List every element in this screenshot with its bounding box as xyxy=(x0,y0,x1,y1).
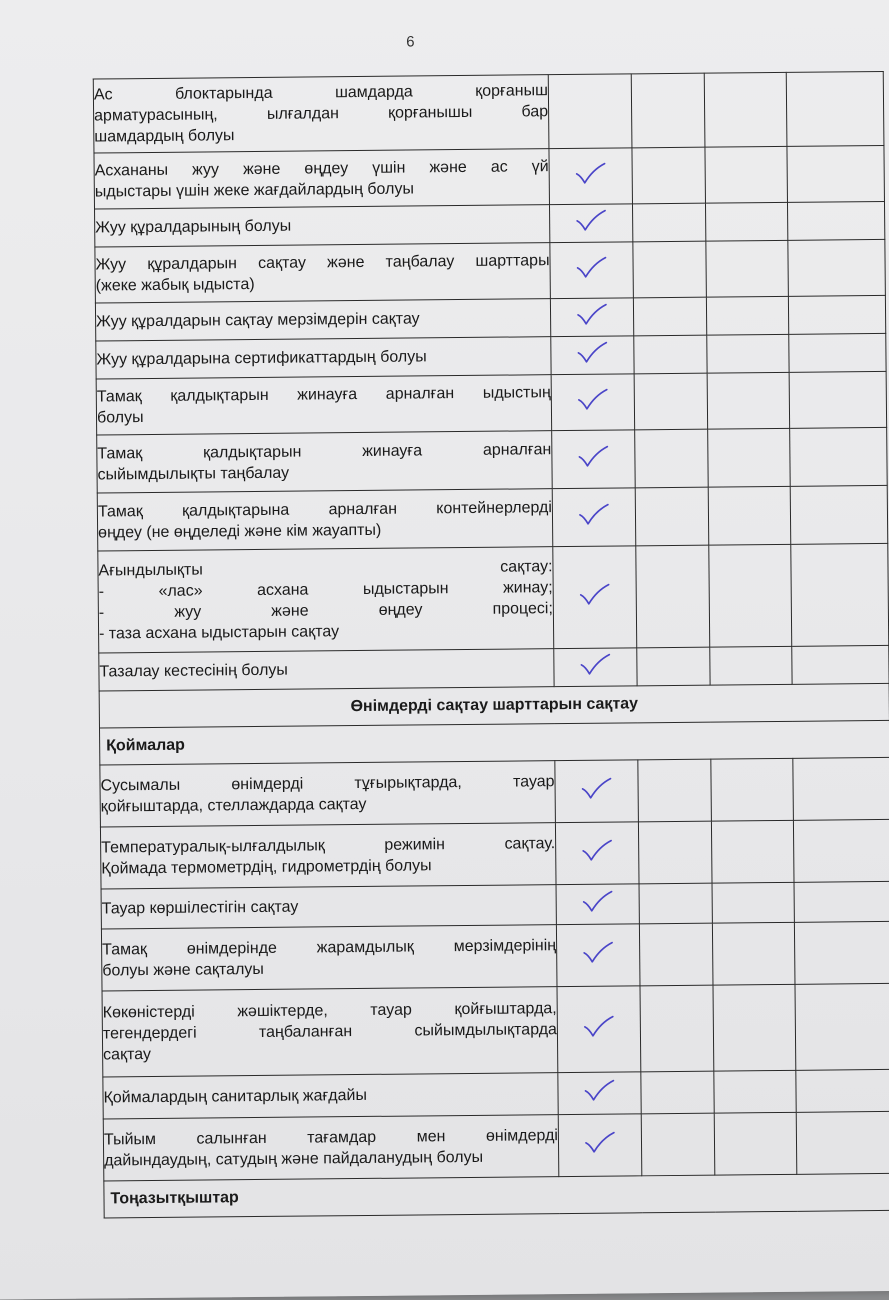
checkmark-icon xyxy=(582,1078,616,1104)
criterion-line: Тамақ өнімдерінде жарамдылық мерзімдерінің xyxy=(102,936,557,958)
criterion-line: Температуралық-ылғалдылық режимін сақтау. xyxy=(101,834,556,856)
empty-cell xyxy=(789,333,886,372)
page-number: 6 xyxy=(406,33,415,51)
table-row xyxy=(100,757,889,827)
criterion-text xyxy=(103,1115,559,1181)
criterion-line: Тамақ қалдықтарына арналған контейнерлерді xyxy=(97,498,552,521)
compliance-cell xyxy=(552,488,636,547)
compliance-cell xyxy=(548,74,632,149)
empty-cell xyxy=(789,371,887,428)
empty-cell xyxy=(787,201,884,240)
criterion-text xyxy=(93,75,549,153)
criterion-line: Сусымалы өнімдерді тұғырықтарда, тауар xyxy=(100,772,555,794)
empty-cell xyxy=(641,1113,715,1176)
compliance-cell xyxy=(552,430,636,489)
empty-cell xyxy=(708,428,791,487)
criterion-line: қойғыштарда, стеллаждарда сақтау xyxy=(100,795,367,815)
checkmark-icon xyxy=(577,502,611,528)
compliance-cell xyxy=(551,374,635,431)
criterion-line: Жуу құралдарын сақтау және таңбалау шарттары xyxy=(95,251,550,274)
criterion-line: болуы және сақталуы xyxy=(102,960,264,979)
compliance-cell xyxy=(555,822,639,885)
checklist-body xyxy=(93,71,889,1218)
criterion-line: Тауар көршілестігін сақтау xyxy=(101,898,299,918)
empty-cell xyxy=(638,759,712,822)
table-row xyxy=(102,983,889,1077)
empty-cell xyxy=(704,72,787,147)
criterion-line: Асхананы жуу және өңдеу үшін және ас үй xyxy=(94,157,549,180)
criterion-line: - жуу және өңдеу процесі; xyxy=(98,599,553,622)
criterion-text xyxy=(102,987,558,1077)
empty-cell xyxy=(706,296,788,335)
empty-cell xyxy=(635,429,709,488)
empty-cell xyxy=(708,486,791,545)
checkmark-icon xyxy=(578,582,612,608)
empty-cell xyxy=(712,922,795,985)
criterion-line: сақтау xyxy=(103,1046,151,1064)
criterion-line: Көкөністерді жәшіктерде, тауар қойғыштарда, xyxy=(102,1000,557,1022)
criterion-line: Тамақ қалдықтарын жинауға арналған ыдыстың xyxy=(96,383,551,406)
compliance-cell xyxy=(557,986,641,1073)
checkmark-icon xyxy=(583,1130,617,1156)
empty-cell xyxy=(706,240,789,297)
empty-cell xyxy=(707,372,790,429)
checkmark-icon xyxy=(575,340,609,366)
empty-cell xyxy=(632,147,706,204)
criterion-line: Тамақ қалдықтарын жинауға арналған xyxy=(97,440,552,463)
criterion-text xyxy=(97,489,553,551)
empty-cell xyxy=(635,487,709,546)
criterion-text xyxy=(101,885,556,929)
empty-cell xyxy=(639,883,712,924)
criterion-text xyxy=(97,431,553,493)
empty-cell xyxy=(631,73,705,148)
empty-cell xyxy=(710,646,792,685)
empty-cell xyxy=(793,819,889,882)
criterion-line: шамдардың болуы xyxy=(94,127,235,146)
checkmark-icon xyxy=(574,255,608,281)
compliance-cell xyxy=(558,1114,642,1177)
criterion-line: сыйымдылықты таңбалау xyxy=(97,464,290,484)
empty-cell xyxy=(794,881,889,922)
table-row xyxy=(100,819,889,889)
checkmark-icon xyxy=(576,387,610,413)
checkmark-icon xyxy=(576,444,610,470)
checkmark-icon xyxy=(582,1014,616,1040)
table-row xyxy=(101,921,889,991)
criterion-text xyxy=(94,149,550,209)
empty-cell xyxy=(705,146,788,203)
compliance-cell xyxy=(551,336,634,375)
criterion-line: Жуу құралдарын сақтау мерзімдерін сақтау xyxy=(96,310,420,331)
checkmark-icon xyxy=(574,161,608,187)
checkmark-icon xyxy=(580,838,614,864)
section-title: Өнімдерді сақтау шарттарын сақтау xyxy=(99,683,889,728)
criterion-line: тегендердегі таңбаланған сыйымдылықтарда xyxy=(102,1021,557,1043)
compliance-cell xyxy=(550,298,633,337)
empty-cell xyxy=(711,758,794,821)
criterion-line: Қоймалардың санитарлық жағдайы xyxy=(103,1086,368,1107)
subsection-header-row xyxy=(104,1173,889,1218)
empty-cell xyxy=(633,297,706,336)
empty-cell xyxy=(712,882,794,923)
criterion-line: Тыйым салынған тағамдар мен өнімдерді xyxy=(103,1126,559,1148)
empty-cell xyxy=(793,757,889,820)
criterion-line: дайындаудың, сатудың және пайдаланудың болуы xyxy=(104,1148,484,1169)
table-row xyxy=(95,239,886,303)
empty-cell xyxy=(714,1070,796,1113)
compliance-cell xyxy=(556,924,640,987)
criterion-line: - «лас» асхана ыдыстарын жинау; xyxy=(98,578,553,601)
table-row xyxy=(103,1069,889,1119)
empty-cell xyxy=(640,985,714,1072)
criterion-line: Ағындылықты сақтау: xyxy=(98,557,553,580)
empty-cell xyxy=(790,485,888,544)
empty-cell xyxy=(711,820,794,883)
empty-cell xyxy=(637,647,710,686)
criterion-text xyxy=(96,375,552,435)
empty-cell xyxy=(707,334,789,373)
table-row xyxy=(98,543,889,653)
empty-cell xyxy=(795,983,889,1070)
empty-cell xyxy=(709,544,792,647)
empty-cell xyxy=(632,203,705,242)
checkmark-icon xyxy=(581,940,615,966)
criterion-line: Қоймада термометрдің, гидрометрдің болуы xyxy=(101,856,432,877)
table-row xyxy=(103,1111,889,1181)
compliance-cell xyxy=(550,242,634,299)
empty-cell xyxy=(714,1112,797,1175)
empty-cell xyxy=(794,921,889,984)
criterion-text xyxy=(103,1073,558,1119)
empty-cell xyxy=(713,984,796,1071)
table-row xyxy=(96,371,887,435)
criterion-text xyxy=(95,243,551,303)
criterion-line: Жуу құралдарына сертификаттардың болуы xyxy=(96,348,427,369)
criterion-text xyxy=(100,823,556,889)
subsection-title: Қоймалар xyxy=(99,720,889,765)
empty-cell xyxy=(638,821,712,884)
compliance-cell xyxy=(554,648,637,687)
table-row xyxy=(94,145,885,209)
empty-cell xyxy=(792,645,889,684)
empty-cell xyxy=(787,145,885,202)
criterion-text xyxy=(95,299,550,341)
empty-cell xyxy=(639,923,713,986)
empty-cell xyxy=(641,1071,714,1114)
compliance-cell xyxy=(555,760,639,823)
empty-cell xyxy=(634,335,707,374)
subsection-title: Тоңазытқыштар xyxy=(104,1173,889,1218)
empty-cell xyxy=(786,71,884,146)
checkmark-icon xyxy=(575,302,609,328)
criterion-line: арматурасының, ылғалдан қорғанышы бар xyxy=(94,103,549,125)
empty-cell xyxy=(633,241,707,298)
criterion-line: - таза асхана ыдыстарын сақтау xyxy=(99,622,340,643)
checkmark-icon xyxy=(578,652,612,678)
empty-cell xyxy=(705,202,787,241)
criterion-text xyxy=(101,925,557,991)
empty-cell xyxy=(788,295,885,334)
checkmark-icon xyxy=(581,889,615,915)
criterion-line: ыдыстары үшін жеке жағдайлардың болуы xyxy=(94,179,414,201)
compliance-cell xyxy=(553,546,637,649)
empty-cell xyxy=(788,239,886,296)
checkmark-icon xyxy=(574,208,608,234)
table-row xyxy=(97,485,888,551)
empty-cell xyxy=(791,543,889,646)
criterion-line: өңдеу (не өңделеді және кім жауапты) xyxy=(98,521,382,542)
criterion-line: Ас блоктарында шамдарда қорғаныш xyxy=(93,82,548,104)
criterion-text xyxy=(99,649,554,691)
criterion-text xyxy=(100,761,556,827)
compliance-cell xyxy=(549,204,632,243)
criterion-line: (жеке жабық ыдыста) xyxy=(95,275,255,295)
compliance-cell xyxy=(549,148,633,205)
empty-cell xyxy=(796,1069,889,1112)
table-row xyxy=(93,71,884,153)
empty-cell xyxy=(636,545,710,648)
criterion-text xyxy=(98,547,554,653)
table-row xyxy=(97,427,888,493)
criterion-line: Жуу құралдарының болуы xyxy=(95,217,292,237)
compliance-cell xyxy=(556,884,639,925)
empty-cell xyxy=(634,373,708,430)
checkmark-icon xyxy=(579,776,613,802)
criterion-line: болуы xyxy=(96,408,144,427)
empty-cell xyxy=(790,427,888,486)
empty-cell xyxy=(796,1111,889,1174)
compliance-cell xyxy=(558,1072,641,1115)
criterion-text xyxy=(96,337,551,379)
criterion-text xyxy=(95,205,550,247)
checklist-table xyxy=(93,71,889,1219)
criterion-line: Тазалау кестесінің болуы xyxy=(99,661,288,681)
